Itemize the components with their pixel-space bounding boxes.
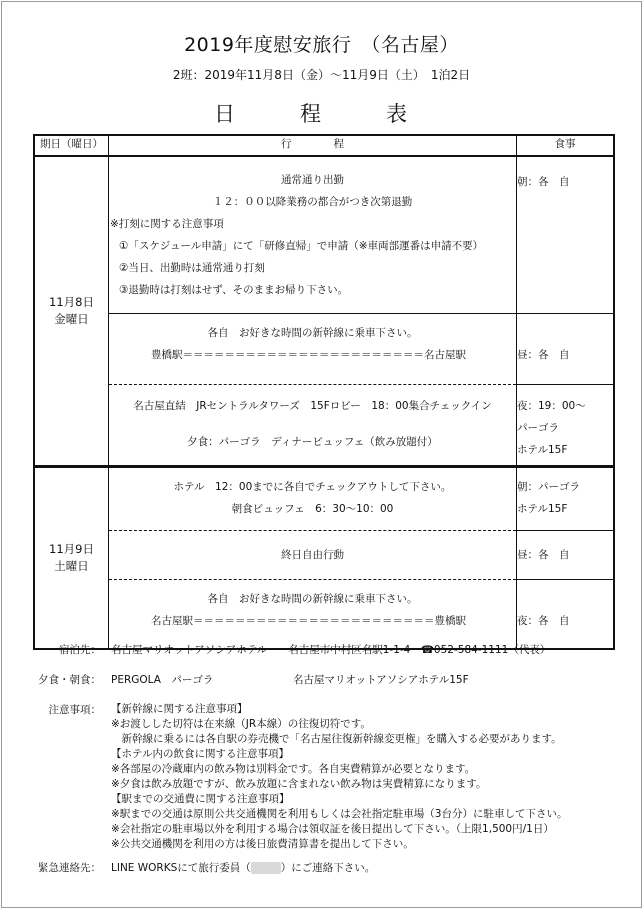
- note-line: 【ホテル内の飲食に関する注意事項】: [111, 748, 289, 760]
- day1-block1: [109, 156, 517, 314]
- document-title: 2019年度慰安旅行 （名古屋）: [184, 34, 459, 56]
- day2-lunch: [517, 531, 615, 580]
- itinerary-line: ③退勤時は打刻はせず、そのままお帰り下さい。: [119, 284, 349, 296]
- note-line: ※各部屋の冷蔵庫内の飲み物は別料金です。各自実費精算が必要となります。: [111, 763, 476, 775]
- table-row: [34, 385, 614, 467]
- day2-weekday: 土曜日: [54, 559, 89, 573]
- meal-text: 昼：各 自: [517, 349, 570, 361]
- meal-text: 朝：各 自: [517, 176, 570, 188]
- itinerary-line: １２：００以降業務の都合がつき次第退勤: [212, 196, 413, 208]
- emergency-text: ）にご連絡下さい。: [280, 862, 376, 874]
- itinerary-line: 通常通り出勤: [281, 174, 344, 186]
- stay-label: 宿泊先：: [59, 644, 101, 656]
- header-meal: 食事: [517, 135, 615, 156]
- note-line: 【駅までの交通費に関する注意事項】: [111, 793, 290, 805]
- meal-text: ホテル15F: [517, 503, 568, 515]
- itinerary-line: 名古屋駅＝＝＝＝＝＝＝＝＝＝＝＝＝＝＝＝＝＝＝＝＝＝＝豊橋駅: [151, 615, 466, 627]
- meal-place: 名古屋マリオットアソシアホテル15F: [293, 674, 469, 686]
- day2-date-cell: [34, 467, 109, 650]
- table-row: [34, 531, 614, 580]
- note-line: 新幹線に乗るには各自駅の券売機で「名古屋往復新幹線変更権」を購入する必要があります。: [111, 733, 562, 745]
- day1-lunch: [517, 314, 615, 385]
- day1-date-cell: [34, 156, 109, 467]
- meal-text: ホテル15F: [517, 444, 568, 456]
- table-header-row: [34, 135, 614, 156]
- table-row: [34, 467, 614, 531]
- itinerary-line: ②当日、出勤時は通常通り打刻: [119, 262, 265, 274]
- meal-label: 夕食・朝食：: [38, 674, 101, 686]
- stay-value: 名古屋マリオットアソシアホテル 名古屋市中村区名駅1-1-4 ☎052-584-1111（代表）: [111, 644, 551, 656]
- table-row: [34, 314, 614, 385]
- day1-date: 11月8日: [49, 295, 94, 309]
- emergency-label: 緊急連絡先：: [38, 862, 101, 874]
- day1-breakfast: [517, 156, 615, 314]
- note-line: ※お渡しした切符は在来線（JR本線）の往復切符です。: [111, 718, 371, 730]
- itinerary-line: 終日自由行動: [281, 549, 344, 561]
- document-page: [1, 1, 642, 908]
- itinerary-line: 各自 お好きな時間の新幹線に乗車下さい。: [207, 327, 418, 339]
- note-line: ※駅までの交通は原則公共交通機関を利用もしくは会社指定駐車場（3台分）に駐車して下さい。: [111, 808, 568, 820]
- day1-block2: [109, 314, 517, 385]
- day2-block1: [109, 467, 517, 531]
- itinerary-line: ホテル 12：00までに各自でチェックアウトして下さい。: [173, 481, 452, 493]
- header-date: 期日（曜日）: [34, 135, 109, 156]
- trip-dates: 2班：2019年11月8日（金）～11月9日（土） 1泊2日: [172, 68, 471, 82]
- day1-block3: [109, 385, 517, 467]
- notes-list: [111, 702, 567, 852]
- notes-label: 注意事項：: [48, 704, 101, 716]
- note-line: ※公共交通機関を利用の方は後日旅費清算書を提出して下さい。: [111, 838, 414, 850]
- day2-block2: [109, 531, 517, 580]
- meal-value: PERGOLA パーゴラ: [111, 674, 214, 686]
- meal-text: 夜：19：00～: [517, 400, 586, 412]
- table-row: [34, 580, 614, 650]
- itinerary-line: 朝食ビュッフェ 6：30～10：00: [231, 503, 394, 515]
- schedule-heading: 日 程 表: [214, 102, 429, 126]
- emergency-text: LINE WORKSにて旅行委員（: [111, 862, 251, 874]
- header-itinerary: 行 程: [109, 135, 517, 156]
- day2-dinner: [517, 580, 615, 650]
- table-row: [34, 156, 614, 314]
- day2-date: 11月9日: [49, 542, 94, 556]
- note-line: 【新幹線に関する注意事項】: [111, 703, 248, 715]
- meal-text: 朝：パーゴラ: [517, 481, 580, 493]
- day2-breakfast: [517, 467, 615, 531]
- day2-block3: [109, 580, 517, 650]
- meal-text: パーゴラ: [517, 422, 559, 434]
- day1-dinner: [517, 385, 615, 467]
- day1-weekday: 金曜日: [54, 312, 89, 326]
- itinerary-line: ①「スケジュール申請」にて「研修直帰」で申請（※車両部運番は申請不要）: [119, 240, 484, 252]
- note-line: ※夕食は飲み放題ですが、飲み放題に含まれない飲み物は実費精算になります。: [111, 778, 487, 790]
- note-line: ※会社指定の駐車場以外を利用する場合は領収証を後日提出して下さい。（上限1,500円/1日）: [111, 823, 554, 835]
- meal-text: 昼：各 自: [517, 549, 570, 561]
- itinerary-line: 夕食：パーゴラ ディナービュッフェ（飲み放題付）: [187, 436, 438, 448]
- meal-text: 夜：各 自: [517, 615, 570, 627]
- itinerary-line: ※打刻に関する注意事項: [110, 218, 224, 230]
- itinerary-line: 名古屋直結 JRセントラルタワーズ 15Fロビー 18：00集合チェックイン: [133, 400, 492, 412]
- itinerary-line: 各自 お好きな時間の新幹線に乗車下さい。: [207, 593, 418, 605]
- schedule-table: [33, 134, 615, 650]
- emergency-value: [111, 860, 375, 875]
- redacted-name: [251, 862, 281, 874]
- itinerary-line: 豊橋駅＝＝＝＝＝＝＝＝＝＝＝＝＝＝＝＝＝＝＝＝＝＝＝名古屋駅: [151, 349, 466, 361]
